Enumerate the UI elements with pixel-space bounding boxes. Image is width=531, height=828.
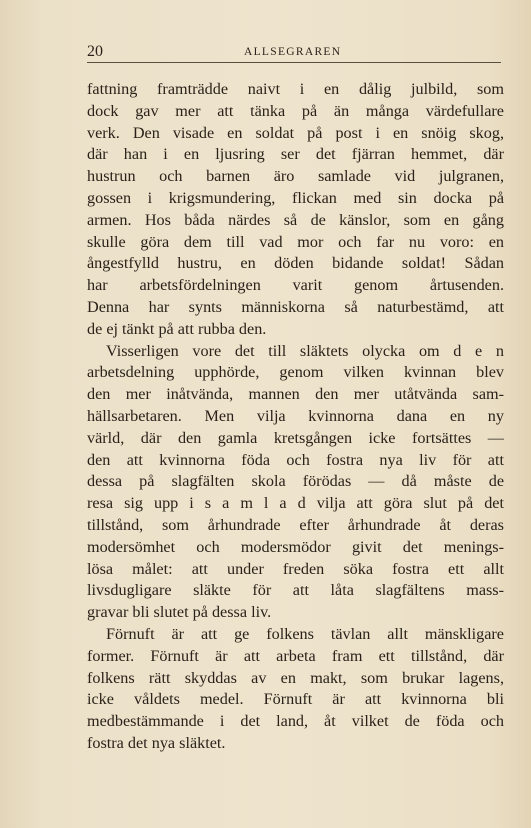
body-text	[87, 79, 504, 755]
text-line: skulle göra dem till vad mor och far nu voro: en	[87, 232, 504, 251]
text-line: fattning framträdde naivt i en dålig julbild, som	[87, 80, 504, 98]
paragraph	[87, 79, 504, 341]
text-line: hustrun och barnen äro samlade vid julgranen,	[87, 167, 504, 186]
text-line: dessa på slagfälten skola förödas — då måste de	[87, 472, 504, 491]
text-line: folkens rätt skyddas av en makt, som brukar lagens,	[87, 668, 504, 687]
text-line: resa sig upp i s a m l a d vilja att göra slut på det	[87, 494, 504, 513]
text-line: Visserligen vore det till släktets olycka om d e n	[106, 341, 504, 360]
text-line: den att kvinnorna föda och fostra nya liv för att	[87, 450, 504, 469]
text-line: där han i en ljusring ser det fjärran hemmet, där	[87, 145, 504, 164]
text-line: arbetsdelning upphörde, genom vilken kvinnan blev	[87, 363, 504, 382]
text-line: de ej tänkt på att rubba den.	[87, 319, 267, 338]
text-line: medbestämmande i det land, åt vilket de föda och	[87, 712, 504, 731]
text-line: verk. Den visade en soldat på post i en snöig skog,	[87, 123, 504, 142]
text-line: gossen i krigsmundering, flickan med sin docka på	[87, 188, 504, 207]
text-line: den mer inåtvända, mannen den mer utåtvända sam-	[87, 385, 504, 404]
text-line: har arbetsfördelningen varit genom årtusenden.	[87, 276, 504, 295]
text-line: former. Förnuft är att arbeta fram ett tillstånd, där	[87, 646, 504, 665]
page-number: 20	[87, 43, 103, 60]
paragraph	[87, 341, 504, 624]
text-line: hällsarbetaren. Men vilja kvinnorna dana en ny	[87, 406, 504, 425]
text-line: Förnuft är att ge folkens tävlan allt mänskligare	[106, 624, 504, 643]
text-line: dock gav mer att tänka på än många värdefullare	[87, 101, 504, 120]
page-header	[87, 40, 501, 63]
text-line: lösa målet: att under freden söka fostra ett allt	[87, 559, 504, 578]
text-line: icke våldets medel. Förnuft är att kvinnorna bli	[87, 690, 504, 709]
text-line: modersömhet och modersmödor givit det menings-	[87, 537, 504, 556]
text-line: fostra det nya släktet.	[87, 733, 226, 752]
text-line: armen. Hos båda närdes så de känslor, som en gång	[87, 210, 504, 229]
text-line: livsdugligare släkte för att låta slagfältens mass-	[87, 581, 504, 600]
running-title: ALLSEGRAREN	[244, 46, 342, 58]
text-line: värld, där den gamla kretsgången icke fortsättes —	[87, 428, 504, 447]
text-line: Denna har synts människorna så naturbestämd, att	[87, 297, 504, 316]
text-line: gravar bli slutet på dessa liv.	[87, 603, 272, 622]
text-line: tillstånd, som århundrade efter århundrade åt deras	[87, 515, 504, 534]
paragraph	[87, 624, 504, 755]
text-line: ångestfylld hustru, en döden bidande soldat! Sådan	[87, 254, 504, 273]
